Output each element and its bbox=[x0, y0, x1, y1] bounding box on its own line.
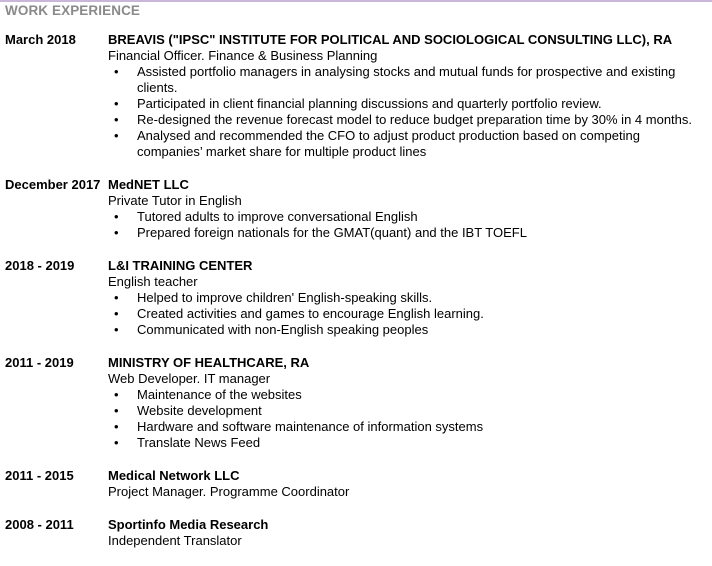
bullet-icon: • bbox=[114, 387, 119, 402]
entry-organization: Medical Network LLC bbox=[108, 468, 240, 483]
bullet-text: Analysed and recommended the CFO to adjust product production based on competing companies’ market share for multiple product lines bbox=[137, 128, 640, 159]
bullet-icon: • bbox=[114, 225, 119, 240]
entry-bullet-list bbox=[108, 290, 708, 338]
experience-entry bbox=[0, 355, 712, 451]
bullet-icon: • bbox=[114, 96, 119, 111]
bullet-item bbox=[108, 387, 708, 403]
bullet-text: Prepared foreign nationals for the GMAT(quant) and the IBT TOEFL bbox=[137, 225, 527, 240]
entry-organization: Sportinfo Media Research bbox=[108, 517, 269, 532]
bullet-item bbox=[108, 112, 708, 128]
experience-entry bbox=[0, 32, 712, 160]
experience-entry bbox=[0, 177, 712, 241]
bullet-icon: • bbox=[114, 435, 119, 450]
entry-organization: BREAVIS ("IPSC" INSTITUTE FOR POLITICAL AND SOCIOLOGICAL CONSULTING LLC), RA bbox=[108, 32, 673, 47]
bullet-text: Created activities and games to encourage English learning. bbox=[137, 306, 484, 321]
bullet-item bbox=[108, 64, 708, 96]
entry-organization: MedNET LLC bbox=[108, 177, 189, 192]
entry-body bbox=[108, 468, 708, 500]
bullet-icon: • bbox=[114, 322, 119, 337]
entry-role: Project Manager. Programme Coordinator bbox=[108, 484, 350, 499]
bullet-item bbox=[108, 225, 708, 241]
bullet-icon: • bbox=[114, 306, 119, 321]
bullet-item bbox=[108, 322, 708, 338]
entry-role: Financial Officer. Finance & Business Planning bbox=[108, 48, 378, 63]
bullet-icon: • bbox=[114, 112, 119, 127]
entry-date: 2008 - 2011 bbox=[5, 517, 74, 532]
bullet-text: Hardware and software maintenance of information systems bbox=[137, 419, 484, 434]
entry-date: December 2017 bbox=[5, 177, 101, 192]
bullet-icon: • bbox=[114, 209, 119, 224]
experience-entry bbox=[0, 258, 712, 338]
bullet-icon: • bbox=[114, 419, 119, 434]
experience-entry bbox=[0, 517, 712, 549]
bullet-text: Helped to improve children' English-speaking skills. bbox=[137, 290, 433, 305]
bullet-item bbox=[108, 419, 708, 435]
bullet-text: Tutored adults to improve conversational English bbox=[137, 209, 418, 224]
entry-bullet-list bbox=[108, 387, 708, 451]
bullet-text: Participated in client financial planning discussions and quarterly portfolio review. bbox=[137, 96, 602, 111]
entry-bullet-list bbox=[108, 209, 708, 241]
bullet-text: Website development bbox=[137, 403, 262, 418]
entry-bullet-list bbox=[108, 64, 708, 160]
entry-body bbox=[108, 177, 708, 241]
entry-role: Web Developer. IT manager bbox=[108, 371, 271, 386]
entry-date: 2011 - 2015 bbox=[5, 468, 74, 483]
bullet-icon: • bbox=[114, 403, 119, 418]
bullet-item bbox=[108, 306, 708, 322]
bullet-text: Re-designed the revenue forecast model to reduce budget preparation time by 30% in 4 months. bbox=[137, 112, 693, 127]
entry-body bbox=[108, 258, 708, 338]
bullet-text: Translate News Feed bbox=[137, 435, 261, 450]
bullet-item bbox=[108, 209, 708, 225]
entry-date: March 2018 bbox=[5, 32, 76, 47]
bullet-text: Assisted portfolio managers in analysing stocks and mutual funds for prospective and existing clients. bbox=[137, 64, 676, 95]
entry-organization: MINISTRY OF HEALTHCARE, RA bbox=[108, 355, 310, 370]
entry-role: Independent Translator bbox=[108, 533, 242, 548]
bullet-item bbox=[108, 96, 708, 112]
section-divider bbox=[0, 0, 712, 2]
entry-date: 2011 - 2019 bbox=[5, 355, 74, 370]
work-experience-list bbox=[0, 32, 712, 566]
bullet-icon: • bbox=[114, 128, 119, 143]
entry-body bbox=[108, 32, 708, 160]
bullet-icon: • bbox=[114, 290, 119, 305]
bullet-item bbox=[108, 128, 708, 160]
experience-entry bbox=[0, 468, 712, 500]
entry-body bbox=[108, 355, 708, 451]
bullet-text: Maintenance of the websites bbox=[137, 387, 302, 402]
entry-organization: L&I TRAINING CENTER bbox=[108, 258, 253, 273]
bullet-item bbox=[108, 435, 708, 451]
bullet-text: Communicated with non-English speaking peoples bbox=[137, 322, 429, 337]
entry-role: Private Tutor in English bbox=[108, 193, 242, 208]
entry-date: 2018 - 2019 bbox=[5, 258, 75, 273]
bullet-item bbox=[108, 290, 708, 306]
bullet-icon: • bbox=[114, 64, 119, 79]
bullet-item bbox=[108, 403, 708, 419]
entry-body bbox=[108, 517, 708, 549]
entry-role: English teacher bbox=[108, 274, 198, 289]
section-title: WORK EXPERIENCE bbox=[5, 3, 141, 18]
